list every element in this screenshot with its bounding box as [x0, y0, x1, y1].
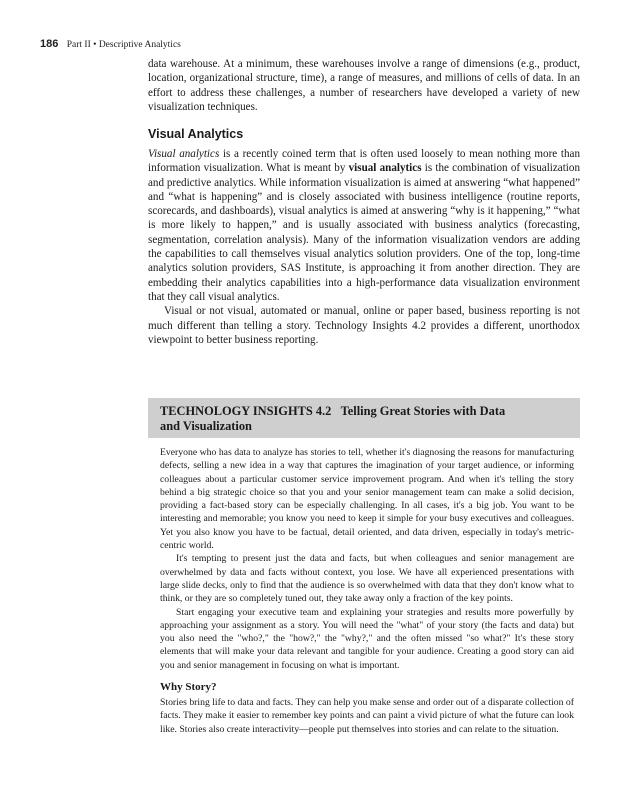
term-visual-analytics: Visual analytics — [148, 148, 220, 160]
insights-paragraph-1: Everyone who has data to analyze has stories to tell, whether it's diagnosing the reasons for manufacturing defects, selling a new idea in a way that captures the imagination of your target audience, or informing colleagues about a particular customer service improvement program. And when it's telling the story behind a big strategic choice so that you and your senior management team can make a solid decision, providing a fact-based story can be especially challenging. In all cases, it's a big job. You want to be interesting and memorable; you know you need to keep it simple for your busy executives and colleagues. Yet you also know you have to be factual, detail oriented, and data driven, especially in today's metric-centric world. — [160, 447, 574, 552]
technology-insights-title-line-2: and Visualization — [160, 419, 252, 433]
technology-insights-body — [160, 446, 574, 736]
insights-paragraph-2: It's tempting to present just the data and facts, but when colleagues and senior management are overwhelmed by data and facts without context, you lose. We have all experienced presentations with large slide decks, only to find that the audience is so overwhelmed with data that they don't know what to think, or they are so completely tuned out, they take away only a fraction of the key points. — [160, 553, 574, 605]
technology-insights-label: TECHNOLOGY INSIGHTS 4.2 — [160, 404, 332, 418]
paragraph-text: is the combination of visualization and predictive analytics. While information visualization is aimed at answering “what happened” and “what is happening” and is closely associated with business intelligence (routine reports, scorecards, and dashboards), visual analytics is aimed at answering “why is it happening,” “what is more likely to happen,” and is usually associated with business analytics (forecasting, segmentation, correlation analysis). Many of the information visualization vendors are adding the capabilities to call themselves visual analytics solution providers. One of the top, long-time analytics solution providers, SAS Institute, is approaching it from another direction. They are embedding their analytics capabilities into a high-performance data visualization environment that they call visual analytics. — [148, 162, 580, 303]
insights-paragraph-4: Stories bring life to data and facts. They can help you make sense and order out of a disparate collection of facts. They make it easier to remember key points and can paint a vivid picture of what the future can look like. Stories also create interactivity—people put themselves into stories and can relate to the situation. — [160, 697, 574, 735]
visual-analytics-paragraph-2: Visual or not visual, automated or manual, online or paper based, business reporting is not much different than telling a story. Technology Insights 4.2 provides a different, unorthodox viewpoint to better business reporting. — [148, 305, 580, 346]
intro-paragraph: data warehouse. At a minimum, these warehouses involve a range of dimensions (e.g., product, location, organizational structure, time), a range of measures, and millions of cells of data. In an effort to address these challenges, a number of researchers have developed a variety of new visualization techniques. — [148, 58, 580, 113]
intro-block — [148, 57, 580, 114]
running-header — [40, 38, 181, 50]
visual-analytics-paragraph-1 — [148, 147, 580, 304]
technology-insights-title-line-1: Telling Great Stories with Data — [340, 404, 506, 418]
why-story-heading: Why Story? — [160, 681, 217, 694]
visual-analytics-section — [148, 127, 580, 347]
technology-insights-title — [160, 404, 580, 434]
page-number: 186 — [40, 38, 59, 50]
insights-paragraph-3: Start engaging your executive team and explaining your strategies and results more powerfully by approaching your assignment as a story. You will need the "what" of your story (the facts and data) but you also need the "who?," the "how?," the "why?," and the often missed "so what?" It's these story elements that will make your data relevant and tangible for your audience. Creating a good story can aid you and senior management in focusing on what is important. — [160, 606, 574, 671]
section-heading-visual-analytics: Visual Analytics — [148, 127, 244, 141]
running-title: Part II • Descriptive Analytics — [66, 40, 181, 50]
bold-term-visual-analytics: visual analytics — [348, 162, 422, 175]
paragraph-text: is a recently coined term that is often used loosely to mean nothing more than information visualization. What is meant by — [148, 148, 580, 175]
